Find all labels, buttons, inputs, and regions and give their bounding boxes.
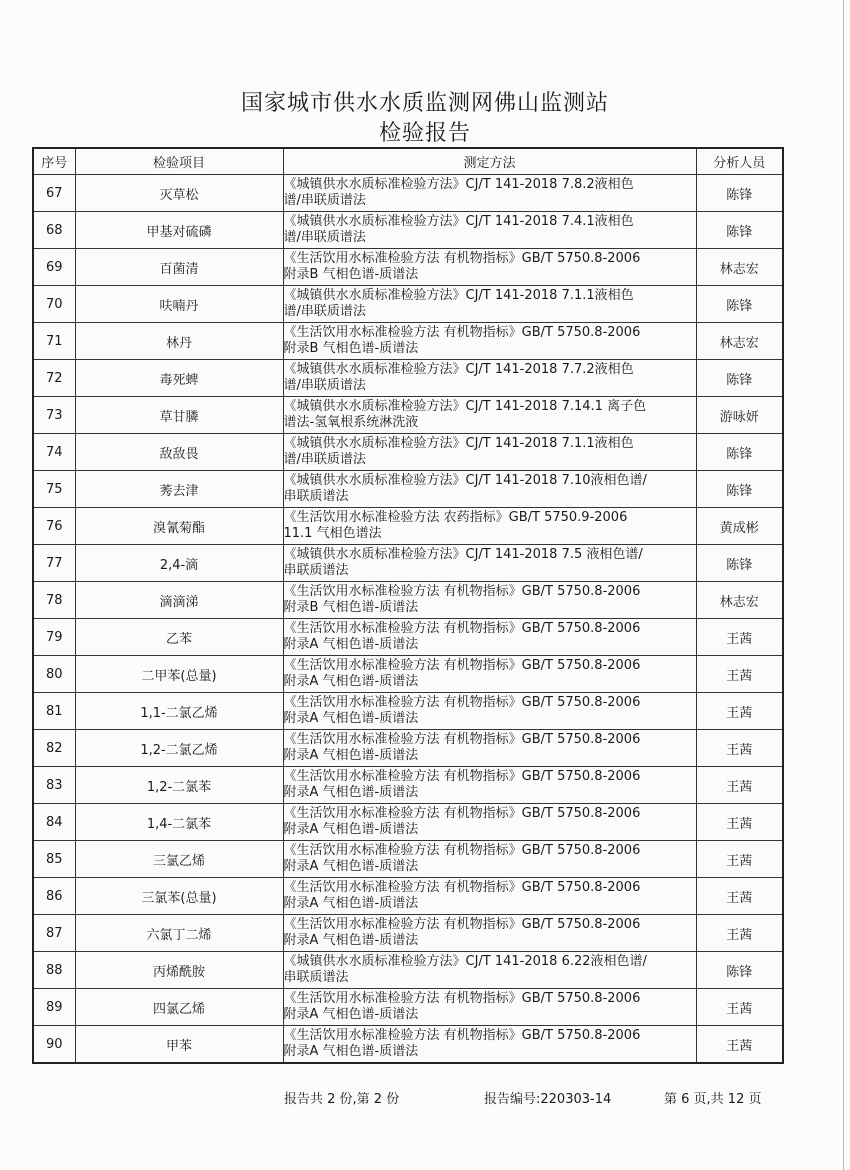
analyst: 陈锋 [696,471,783,508]
test-method: 《生活饮用水标准检验方法 有机物指标》GB/T 5750.8-2006 附录A 气相色谱-质谱法 [283,804,696,841]
test-item: 溴氰菊酯 [75,508,283,545]
test-method: 《城镇供水水质标准检验方法》CJ/T 141-2018 7.7.2液相色 谱/串联质谱法 [283,360,696,397]
table-row [33,434,783,471]
test-method: 《生活饮用水标准检验方法 有机物指标》GB/T 5750.8-2006 附录B 气相色谱-质谱法 [283,582,696,619]
test-item: 甲基对硫磷 [75,212,283,249]
analyst: 王茜 [696,878,783,915]
row-number: 79 [33,619,75,656]
row-number: 89 [33,989,75,1026]
test-method: 《城镇供水水质标准检验方法》CJ/T 141-2018 7.8.2液相色 谱/串联质谱法 [283,175,696,212]
analyst: 王茜 [696,915,783,952]
table-row [33,989,783,1026]
report-table [32,147,784,1064]
row-number: 87 [33,915,75,952]
test-item: 1,2-二氯苯 [75,767,283,804]
analyst: 陈锋 [696,952,783,989]
test-method: 《城镇供水水质标准检验方法》CJ/T 141-2018 7.1.1液相色 谱/串联质谱法 [283,286,696,323]
column-header-person: 分析人员 [696,148,783,175]
test-method: 《城镇供水水质标准检验方法》CJ/T 141-2018 7.5 液相色谱/ 串联质谱法 [283,545,696,582]
analyst: 陈锋 [696,360,783,397]
test-method: 《城镇供水水质标准检验方法》CJ/T 141-2018 7.10液相色谱/ 串联质谱法 [283,471,696,508]
row-number: 73 [33,397,75,434]
table-row [33,175,783,212]
row-number: 86 [33,878,75,915]
test-method: 《生活饮用水标准检验方法 有机物指标》GB/T 5750.8-2006 附录A 气相色谱-质谱法 [283,730,696,767]
table-row [33,656,783,693]
analyst: 林志宏 [696,582,783,619]
test-item: 敌敌畏 [75,434,283,471]
table-row [33,286,783,323]
column-header-method: 测定方法 [283,148,696,175]
copies-note: 报告共 2 份,第 2 份 [284,1092,400,1107]
row-number: 76 [33,508,75,545]
report-subtitle: 检验报告 [378,121,471,146]
test-method: 《生活饮用水标准检验方法 有机物指标》GB/T 5750.8-2006 附录B 气相色谱-质谱法 [283,249,696,286]
analyst: 王茜 [696,804,783,841]
test-item: 草甘膦 [75,397,283,434]
test-item: 1,4-二氯苯 [75,804,283,841]
test-item: 林丹 [75,323,283,360]
test-item: 1,1-二氯乙烯 [75,693,283,730]
table-header-row [33,148,783,175]
test-item: 毒死蜱 [75,360,283,397]
analyst: 陈锋 [696,212,783,249]
table-row [33,767,783,804]
analyst: 王茜 [696,693,783,730]
table-row [33,693,783,730]
test-item: 灭草松 [75,175,283,212]
test-item: 莠去津 [75,471,283,508]
table-body [33,175,783,1064]
table-row [33,545,783,582]
test-method: 《城镇供水水质标准检验方法》CJ/T 141-2018 6.22液相色谱/ 串联质谱法 [283,952,696,989]
row-number: 67 [33,175,75,212]
test-method: 《生活饮用水标准检验方法 有机物指标》GB/T 5750.8-2006 附录A 气相色谱-质谱法 [283,841,696,878]
analyst: 王茜 [696,619,783,656]
row-number: 77 [33,545,75,582]
analyst: 林志宏 [696,323,783,360]
test-method: 《生活饮用水标准检验方法 有机物指标》GB/T 5750.8-2006 附录A 气相色谱-质谱法 [283,1026,696,1064]
row-number: 71 [33,323,75,360]
table-row [33,804,783,841]
analyst: 王茜 [696,989,783,1026]
row-number: 81 [33,693,75,730]
row-number: 83 [33,767,75,804]
row-number: 85 [33,841,75,878]
row-number: 74 [33,434,75,471]
test-method: 《生活饮用水标准检验方法 农药指标》GB/T 5750.9-2006 11.1 气相色谱法 [283,508,696,545]
analyst: 陈锋 [696,434,783,471]
report-number: 报告编号:220303-14 [484,1092,612,1107]
table-row [33,397,783,434]
table-row [33,323,783,360]
analyst: 林志宏 [696,249,783,286]
page-edge [843,0,844,1170]
column-header-item: 检验项目 [75,148,283,175]
table-row [33,212,783,249]
table-row [33,582,783,619]
test-item: 呋喃丹 [75,286,283,323]
page-number: 第 6 页,共 12 页 [664,1092,762,1107]
table-row [33,952,783,989]
test-method: 《城镇供水水质标准检验方法》CJ/T 141-2018 7.4.1液相色 谱/串联质谱法 [283,212,696,249]
table-row [33,841,783,878]
row-number: 84 [33,804,75,841]
row-number: 88 [33,952,75,989]
table-row [33,249,783,286]
test-item: 三氯苯(总量) [75,878,283,915]
test-item: 乙苯 [75,619,283,656]
test-item: 甲苯 [75,1026,283,1064]
row-number: 90 [33,1026,75,1064]
analyst: 王茜 [696,730,783,767]
row-number: 75 [33,471,75,508]
table-row [33,360,783,397]
table-row [33,508,783,545]
test-item: 1,2-二氯乙烯 [75,730,283,767]
test-method: 《生活饮用水标准检验方法 有机物指标》GB/T 5750.8-2006 附录A 气相色谱-质谱法 [283,989,696,1026]
test-item: 丙烯酰胺 [75,952,283,989]
column-header-no: 序号 [33,148,75,175]
test-method: 《生活饮用水标准检验方法 有机物指标》GB/T 5750.8-2006 附录A 气相色谱-质谱法 [283,619,696,656]
analyst: 陈锋 [696,175,783,212]
table-row [33,1026,783,1064]
test-method: 《生活饮用水标准检验方法 有机物指标》GB/T 5750.8-2006 附录A 气相色谱-质谱法 [283,767,696,804]
test-method: 《生活饮用水标准检验方法 有机物指标》GB/T 5750.8-2006 附录A 气相色谱-质谱法 [283,878,696,915]
row-number: 78 [33,582,75,619]
row-number: 72 [33,360,75,397]
test-method: 《生活饮用水标准检验方法 有机物指标》GB/T 5750.8-2006 附录A 气相色谱-质谱法 [283,915,696,952]
row-number: 70 [33,286,75,323]
test-method: 《城镇供水水质标准检验方法》CJ/T 141-2018 7.14.1 离子色 谱法-氢氧根系统淋洗液 [283,397,696,434]
row-number: 82 [33,730,75,767]
table-row [33,730,783,767]
test-item: 滴滴涕 [75,582,283,619]
analyst: 王茜 [696,841,783,878]
row-number: 80 [33,656,75,693]
test-item: 六氯丁二烯 [75,915,283,952]
row-number: 68 [33,212,75,249]
test-method: 《生活饮用水标准检验方法 有机物指标》GB/T 5750.8-2006 附录A 气相色谱-质谱法 [283,656,696,693]
test-item: 四氯乙烯 [75,989,283,1026]
table-row [33,471,783,508]
analyst: 王茜 [696,656,783,693]
analyst: 陈锋 [696,286,783,323]
report-title: 国家城市供水水质监测网佛山监测站 [240,91,609,116]
analyst: 王茜 [696,767,783,804]
test-method: 《生活饮用水标准检验方法 有机物指标》GB/T 5750.8-2006 附录A 气相色谱-质谱法 [283,693,696,730]
analyst: 游咏妍 [696,397,783,434]
test-item: 2,4-滴 [75,545,283,582]
table-row [33,878,783,915]
test-item: 二甲苯(总量) [75,656,283,693]
test-method: 《生活饮用水标准检验方法 有机物指标》GB/T 5750.8-2006 附录B 气相色谱-质谱法 [283,323,696,360]
row-number: 69 [33,249,75,286]
test-method: 《城镇供水水质标准检验方法》CJ/T 141-2018 7.1.1液相色 谱/串联质谱法 [283,434,696,471]
table-row [33,915,783,952]
analyst: 王茜 [696,1026,783,1064]
analyst: 黄成彬 [696,508,783,545]
table-row [33,619,783,656]
test-item: 三氯乙烯 [75,841,283,878]
test-item: 百菌清 [75,249,283,286]
analyst: 陈锋 [696,545,783,582]
